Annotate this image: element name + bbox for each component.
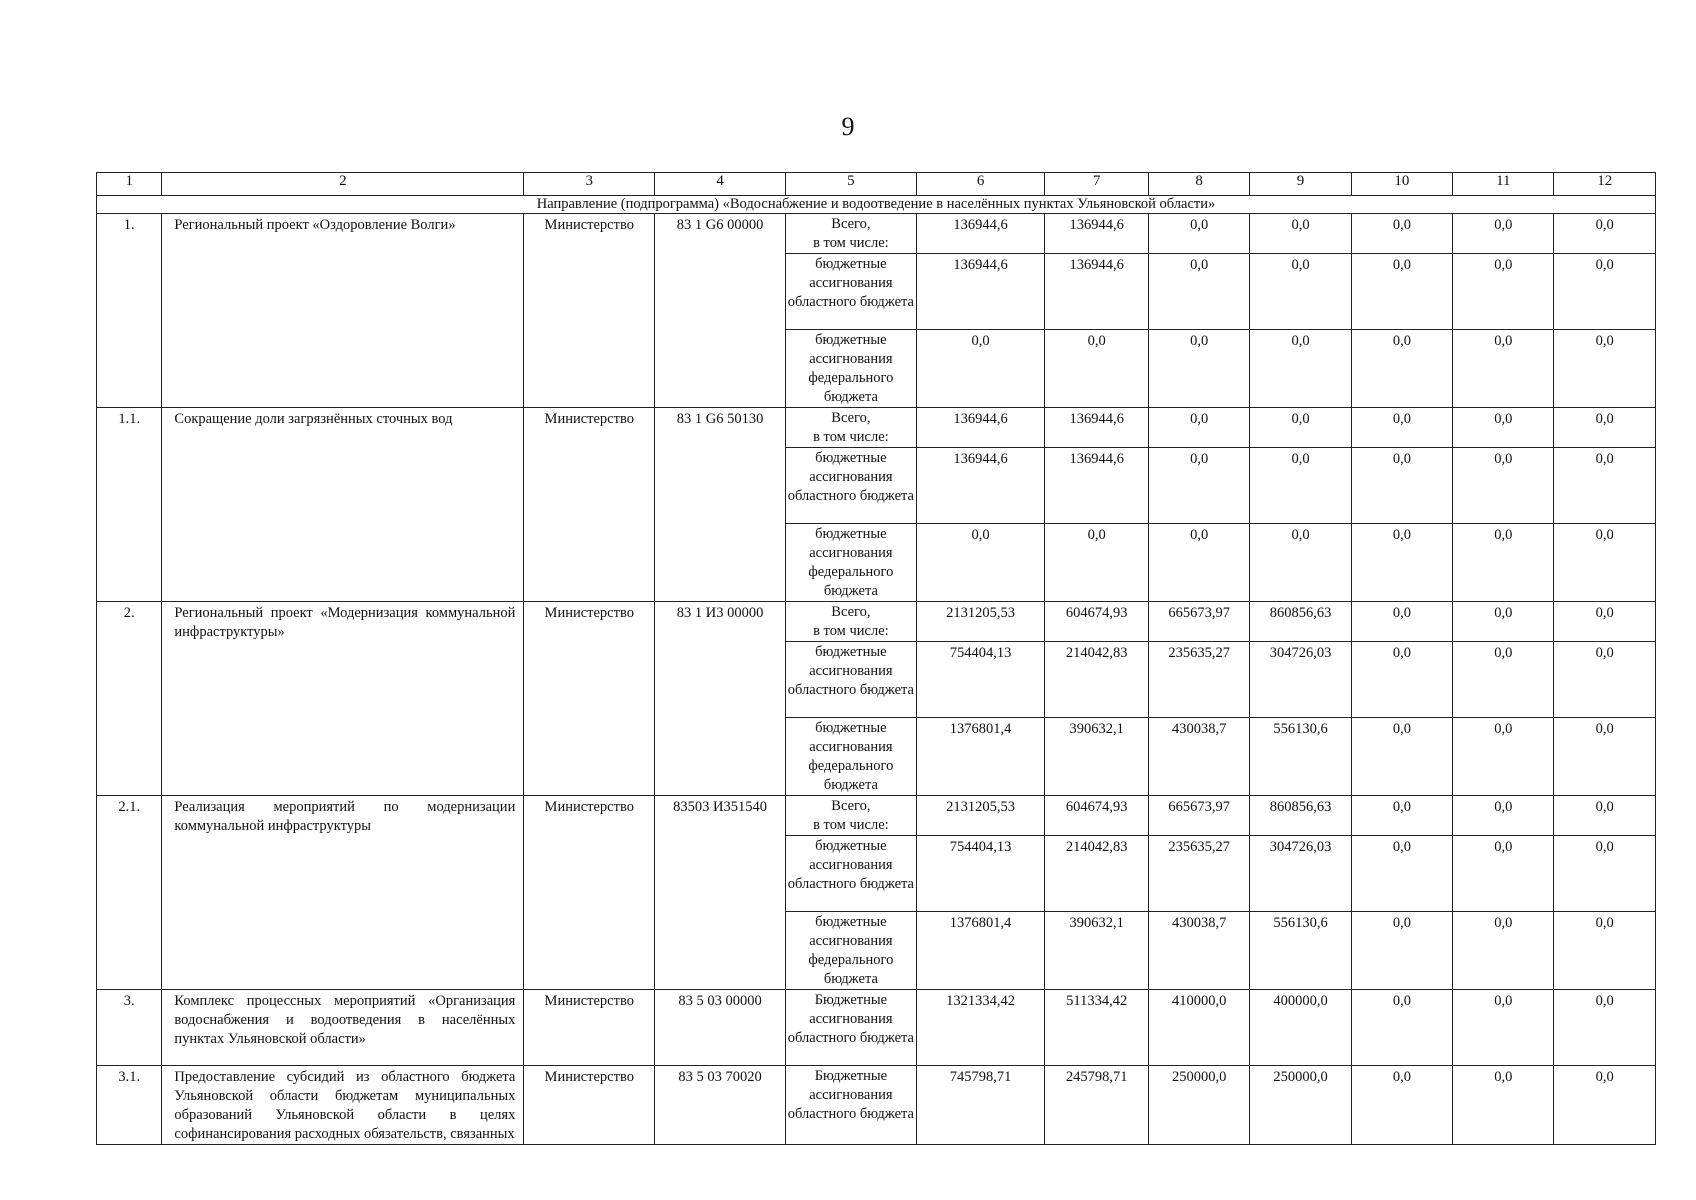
column-number: 10 — [1351, 173, 1452, 196]
amount-cell: 2131205,53 — [916, 796, 1045, 836]
amount-cell: 235635,27 — [1148, 836, 1249, 912]
amount-cell: 0,0 — [1554, 642, 1656, 718]
amount-cell: 0,0 — [1351, 718, 1452, 796]
amount-cell: 214042,83 — [1045, 836, 1149, 912]
amount-cell: 0,0 — [916, 330, 1045, 408]
column-number-header — [97, 173, 1656, 196]
amount-cell: 860856,63 — [1250, 796, 1351, 836]
table-row — [97, 1066, 1656, 1145]
table-row — [97, 602, 1656, 642]
amount-cell: 604674,93 — [1045, 602, 1149, 642]
amount-cell: 0,0 — [1453, 602, 1554, 642]
amount-cell: 0,0 — [1554, 1066, 1656, 1145]
amount-cell: 136944,6 — [916, 408, 1045, 448]
row-responsible: Министерство — [524, 214, 655, 408]
row-number: 3. — [97, 990, 162, 1066]
funding-source: бюджетные ассигнования федерального бюджета — [785, 718, 916, 796]
amount-cell: 250000,0 — [1250, 1066, 1351, 1145]
section-title: Направление (подпрограмма) «Водоснабжение и водоотведение в населённых пунктах Ульяновской области» — [97, 196, 1656, 214]
column-number: 12 — [1554, 173, 1656, 196]
amount-cell: 0,0 — [1453, 642, 1554, 718]
amount-cell: 745798,71 — [916, 1066, 1045, 1145]
column-number: 5 — [785, 173, 916, 196]
amount-cell: 0,0 — [1554, 602, 1656, 642]
amount-cell: 556130,6 — [1250, 912, 1351, 990]
amount-cell: 0,0 — [1045, 524, 1149, 602]
amount-cell: 0,0 — [1554, 836, 1656, 912]
column-number: 2 — [162, 173, 524, 196]
column-number: 11 — [1453, 173, 1554, 196]
amount-cell: 0,0 — [1453, 718, 1554, 796]
amount-cell: 0,0 — [1148, 408, 1249, 448]
amount-cell: 0,0 — [1554, 330, 1656, 408]
amount-cell: 0,0 — [1554, 718, 1656, 796]
row-code: 83 1 G6 00000 — [655, 214, 786, 408]
amount-cell: 0,0 — [1250, 408, 1351, 448]
amount-cell: 0,0 — [1351, 254, 1452, 330]
amount-cell: 0,0 — [1554, 214, 1656, 254]
funding-source: бюджетные ассигнования областного бюджета — [785, 642, 916, 718]
amount-cell: 0,0 — [1351, 330, 1452, 408]
funding-source: Всего, в том числе: — [785, 214, 916, 254]
amount-cell: 556130,6 — [1250, 718, 1351, 796]
amount-cell: 0,0 — [1351, 408, 1452, 448]
row-number: 2. — [97, 602, 162, 796]
amount-cell: 0,0 — [1250, 524, 1351, 602]
amount-cell: 0,0 — [1453, 1066, 1554, 1145]
amount-cell: 0,0 — [1148, 214, 1249, 254]
funding-source: Всего, в том числе: — [785, 602, 916, 642]
row-code: 83 5 03 70020 — [655, 1066, 786, 1145]
amount-cell: 390632,1 — [1045, 912, 1149, 990]
amount-cell: 1321334,42 — [916, 990, 1045, 1066]
amount-cell: 136944,6 — [916, 254, 1045, 330]
amount-cell: 1376801,4 — [916, 718, 1045, 796]
table-row — [97, 990, 1656, 1066]
amount-cell: 0,0 — [916, 524, 1045, 602]
amount-cell: 390632,1 — [1045, 718, 1149, 796]
amount-cell: 136944,6 — [1045, 214, 1149, 254]
amount-cell: 0,0 — [1250, 448, 1351, 524]
amount-cell: 665673,97 — [1148, 602, 1249, 642]
column-number: 8 — [1148, 173, 1249, 196]
amount-cell: 0,0 — [1351, 912, 1452, 990]
row-number: 2.1. — [97, 796, 162, 990]
row-code: 83 5 03 00000 — [655, 990, 786, 1066]
funding-source: Бюджетные ассигнования областного бюджета — [785, 990, 916, 1066]
row-responsible: Министерство — [524, 796, 655, 990]
amount-cell: 0,0 — [1453, 254, 1554, 330]
amount-cell: 0,0 — [1351, 214, 1452, 254]
amount-cell: 0,0 — [1554, 990, 1656, 1066]
row-responsible: Министерство — [524, 408, 655, 602]
row-name: Комплекс процессных мероприятий «Организация водоснабжения и водоотведения в населённых пунктах Ульяновской области» — [162, 990, 524, 1066]
funding-source: бюджетные ассигнования федерального бюджета — [785, 330, 916, 408]
column-number: 6 — [916, 173, 1045, 196]
amount-cell: 511334,42 — [1045, 990, 1149, 1066]
section-row — [97, 196, 1656, 214]
amount-cell: 0,0 — [1148, 524, 1249, 602]
amount-cell: 136944,6 — [916, 214, 1045, 254]
row-code: 83 1 И3 00000 — [655, 602, 786, 796]
funding-source: бюджетные ассигнования областного бюджета — [785, 448, 916, 524]
row-code: 83503 И351540 — [655, 796, 786, 990]
amount-cell: 0,0 — [1453, 836, 1554, 912]
amount-cell: 0,0 — [1148, 330, 1249, 408]
amount-cell: 0,0 — [1351, 602, 1452, 642]
funding-source: Бюджетные ассигнования областного бюджета — [785, 1066, 916, 1145]
table-row — [97, 214, 1656, 254]
row-name: Региональный проект «Оздоровление Волги» — [162, 214, 524, 408]
amount-cell: 304726,03 — [1250, 836, 1351, 912]
amount-cell: 0,0 — [1148, 254, 1249, 330]
amount-cell: 0,0 — [1554, 448, 1656, 524]
funding-source: бюджетные ассигнования областного бюджета — [785, 836, 916, 912]
amount-cell: 0,0 — [1554, 254, 1656, 330]
row-responsible: Министерство — [524, 1066, 655, 1145]
amount-cell: 0,0 — [1351, 990, 1452, 1066]
amount-cell: 0,0 — [1453, 330, 1554, 408]
amount-cell: 0,0 — [1453, 524, 1554, 602]
table-row — [97, 796, 1656, 836]
row-responsible: Министерство — [524, 602, 655, 796]
column-number: 7 — [1045, 173, 1149, 196]
amount-cell: 304726,03 — [1250, 642, 1351, 718]
amount-cell: 754404,13 — [916, 642, 1045, 718]
amount-cell: 0,0 — [1554, 524, 1656, 602]
amount-cell: 0,0 — [1351, 836, 1452, 912]
amount-cell: 0,0 — [1453, 448, 1554, 524]
amount-cell: 0,0 — [1453, 990, 1554, 1066]
funding-source: бюджетные ассигнования федерального бюджета — [785, 912, 916, 990]
amount-cell: 400000,0 — [1250, 990, 1351, 1066]
row-responsible: Министерство — [524, 990, 655, 1066]
funding-source: бюджетные ассигнования федерального бюджета — [785, 524, 916, 602]
amount-cell: 0,0 — [1554, 408, 1656, 448]
amount-cell: 136944,6 — [1045, 254, 1149, 330]
page-number: 9 — [841, 112, 855, 141]
column-number: 9 — [1250, 173, 1351, 196]
amount-cell: 0,0 — [1250, 214, 1351, 254]
column-number: 4 — [655, 173, 786, 196]
row-number: 3.1. — [97, 1066, 162, 1145]
row-name: Региональный проект «Модернизация коммунальной инфраструктуры» — [162, 602, 524, 796]
amount-cell: 0,0 — [1554, 796, 1656, 836]
amount-cell: 245798,71 — [1045, 1066, 1149, 1145]
amount-cell: 0,0 — [1250, 330, 1351, 408]
amount-cell: 136944,6 — [1045, 448, 1149, 524]
funding-source: бюджетные ассигнования областного бюджета — [785, 254, 916, 330]
row-name: Сокращение доли загрязнённых сточных вод — [162, 408, 524, 602]
amount-cell: 136944,6 — [916, 448, 1045, 524]
amount-cell: 214042,83 — [1045, 642, 1149, 718]
amount-cell: 430038,7 — [1148, 912, 1249, 990]
amount-cell: 0,0 — [1351, 448, 1452, 524]
amount-cell: 0,0 — [1453, 214, 1554, 254]
amount-cell: 235635,27 — [1148, 642, 1249, 718]
amount-cell: 0,0 — [1045, 330, 1149, 408]
amount-cell: 860856,63 — [1250, 602, 1351, 642]
amount-cell: 136944,6 — [1045, 408, 1149, 448]
amount-cell: 0,0 — [1453, 912, 1554, 990]
amount-cell: 2131205,53 — [916, 602, 1045, 642]
amount-cell: 410000,0 — [1148, 990, 1249, 1066]
amount-cell: 0,0 — [1554, 912, 1656, 990]
funding-source: Всего, в том числе: — [785, 408, 916, 448]
amount-cell: 1376801,4 — [916, 912, 1045, 990]
amount-cell: 0,0 — [1453, 408, 1554, 448]
row-code: 83 1 G6 50130 — [655, 408, 786, 602]
amount-cell: 604674,93 — [1045, 796, 1149, 836]
amount-cell: 0,0 — [1351, 642, 1452, 718]
amount-cell: 0,0 — [1453, 796, 1554, 836]
column-number: 3 — [524, 173, 655, 196]
table-row — [97, 408, 1656, 448]
amount-cell: 0,0 — [1351, 524, 1452, 602]
row-name: Реализация мероприятий по модернизации коммунальной инфраструктуры — [162, 796, 524, 990]
amount-cell: 754404,13 — [916, 836, 1045, 912]
row-number: 1.1. — [97, 408, 162, 602]
funding-source: Всего, в том числе: — [785, 796, 916, 836]
amount-cell: 665673,97 — [1148, 796, 1249, 836]
budget-table — [96, 172, 1656, 1145]
amount-cell: 0,0 — [1148, 448, 1249, 524]
row-number: 1. — [97, 214, 162, 408]
column-number: 1 — [97, 173, 162, 196]
amount-cell: 0,0 — [1351, 1066, 1452, 1145]
amount-cell: 250000,0 — [1148, 1066, 1249, 1145]
amount-cell: 0,0 — [1351, 796, 1452, 836]
amount-cell: 430038,7 — [1148, 718, 1249, 796]
amount-cell: 0,0 — [1250, 254, 1351, 330]
row-name: Предоставление субсидий из областного бюджета Ульяновской области бюджетам муниципальных образований Ульяновской области в целях софинансирования расходных обязательств, связанных — [162, 1066, 524, 1145]
